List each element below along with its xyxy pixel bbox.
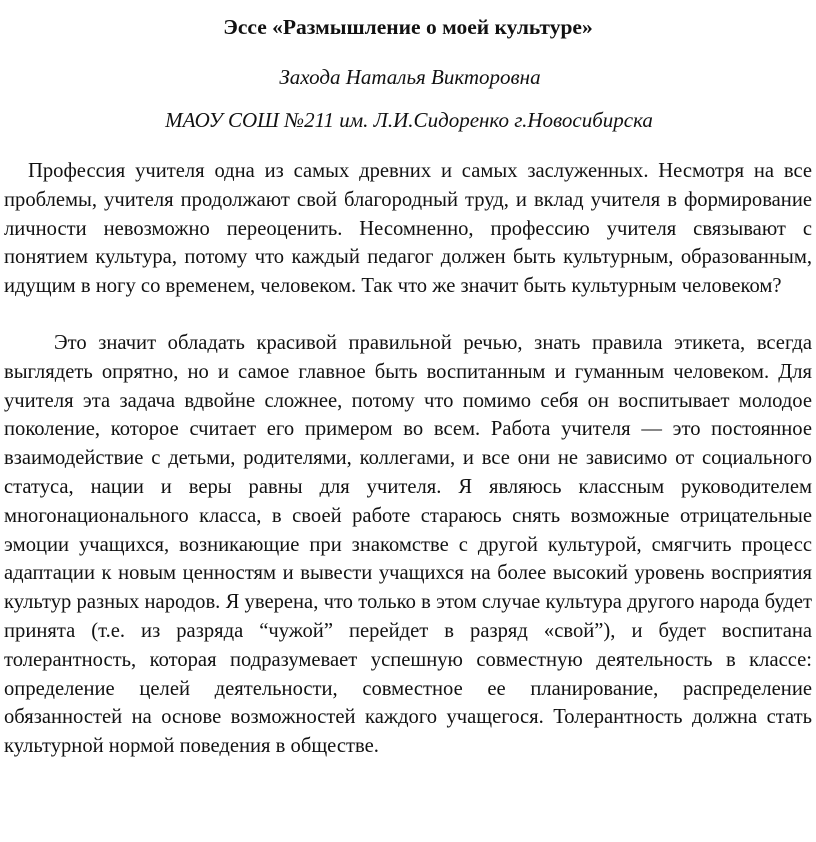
school-name: МАОУ СОШ №211 им. Л.И.Сидоренко г.Новосибирска [165, 108, 653, 132]
paragraph-intro: Профессия учителя одна из самых древних и самых заслуженных. Несмотря на все проблемы, учителя продолжают свой благородный труд, и вклад учителя в формирование личности невозможно переоценить. Несомненно, профессию учителя связывают с понятием культура, потому что каждый педагог должен быть культурным, образованным, идущим в ногу со временем, человеком. Так что же значит быть культурным человеком? [4, 160, 812, 298]
paragraph-body: Это значит обладать красивой правильной речью, знать правила этикета, всегда выглядеть опрятно, но и самое главное быть воспитанным и гуманным человеком. Для учителя эта задача вдвойне сложнее, потому что помимо себя он воспитывает молодое поколение, которое считает его примером во всем. Работа учителя — это постоянное взаимодействие с детьми, родителями, коллегами, и все они не зависимо от социального статуса, нации и веры равны для учителя. Я являюсь классным руководителем многонационального класса, в своей работе стараюсь снять возможные отрицательные эмоции учащихся, возникающие при знакомстве с другой культурой, смягчить процесс адаптации к новым ценностям и вывести учащихся на более высокий уровень восприятия культур разных народов. Я уверена, что только в этом случае культура другого народа будет принята (т.е. из разряда “чужой” перейдет в разряд «свой”), и будет воспитана толерантность, которая подразумевает успешную совместную деятельность в классе: определение целей деятельности, совместное ее планирование, распределение обязанностей на основе возможностей каждого учащегося. Толерантность должна стать культурной нормой поведения в обществе. [4, 331, 812, 758]
author-name: Захода Наталья Викторовна [279, 65, 541, 89]
essay-title: Эссе «Размышление о моей культуре» [223, 15, 593, 39]
